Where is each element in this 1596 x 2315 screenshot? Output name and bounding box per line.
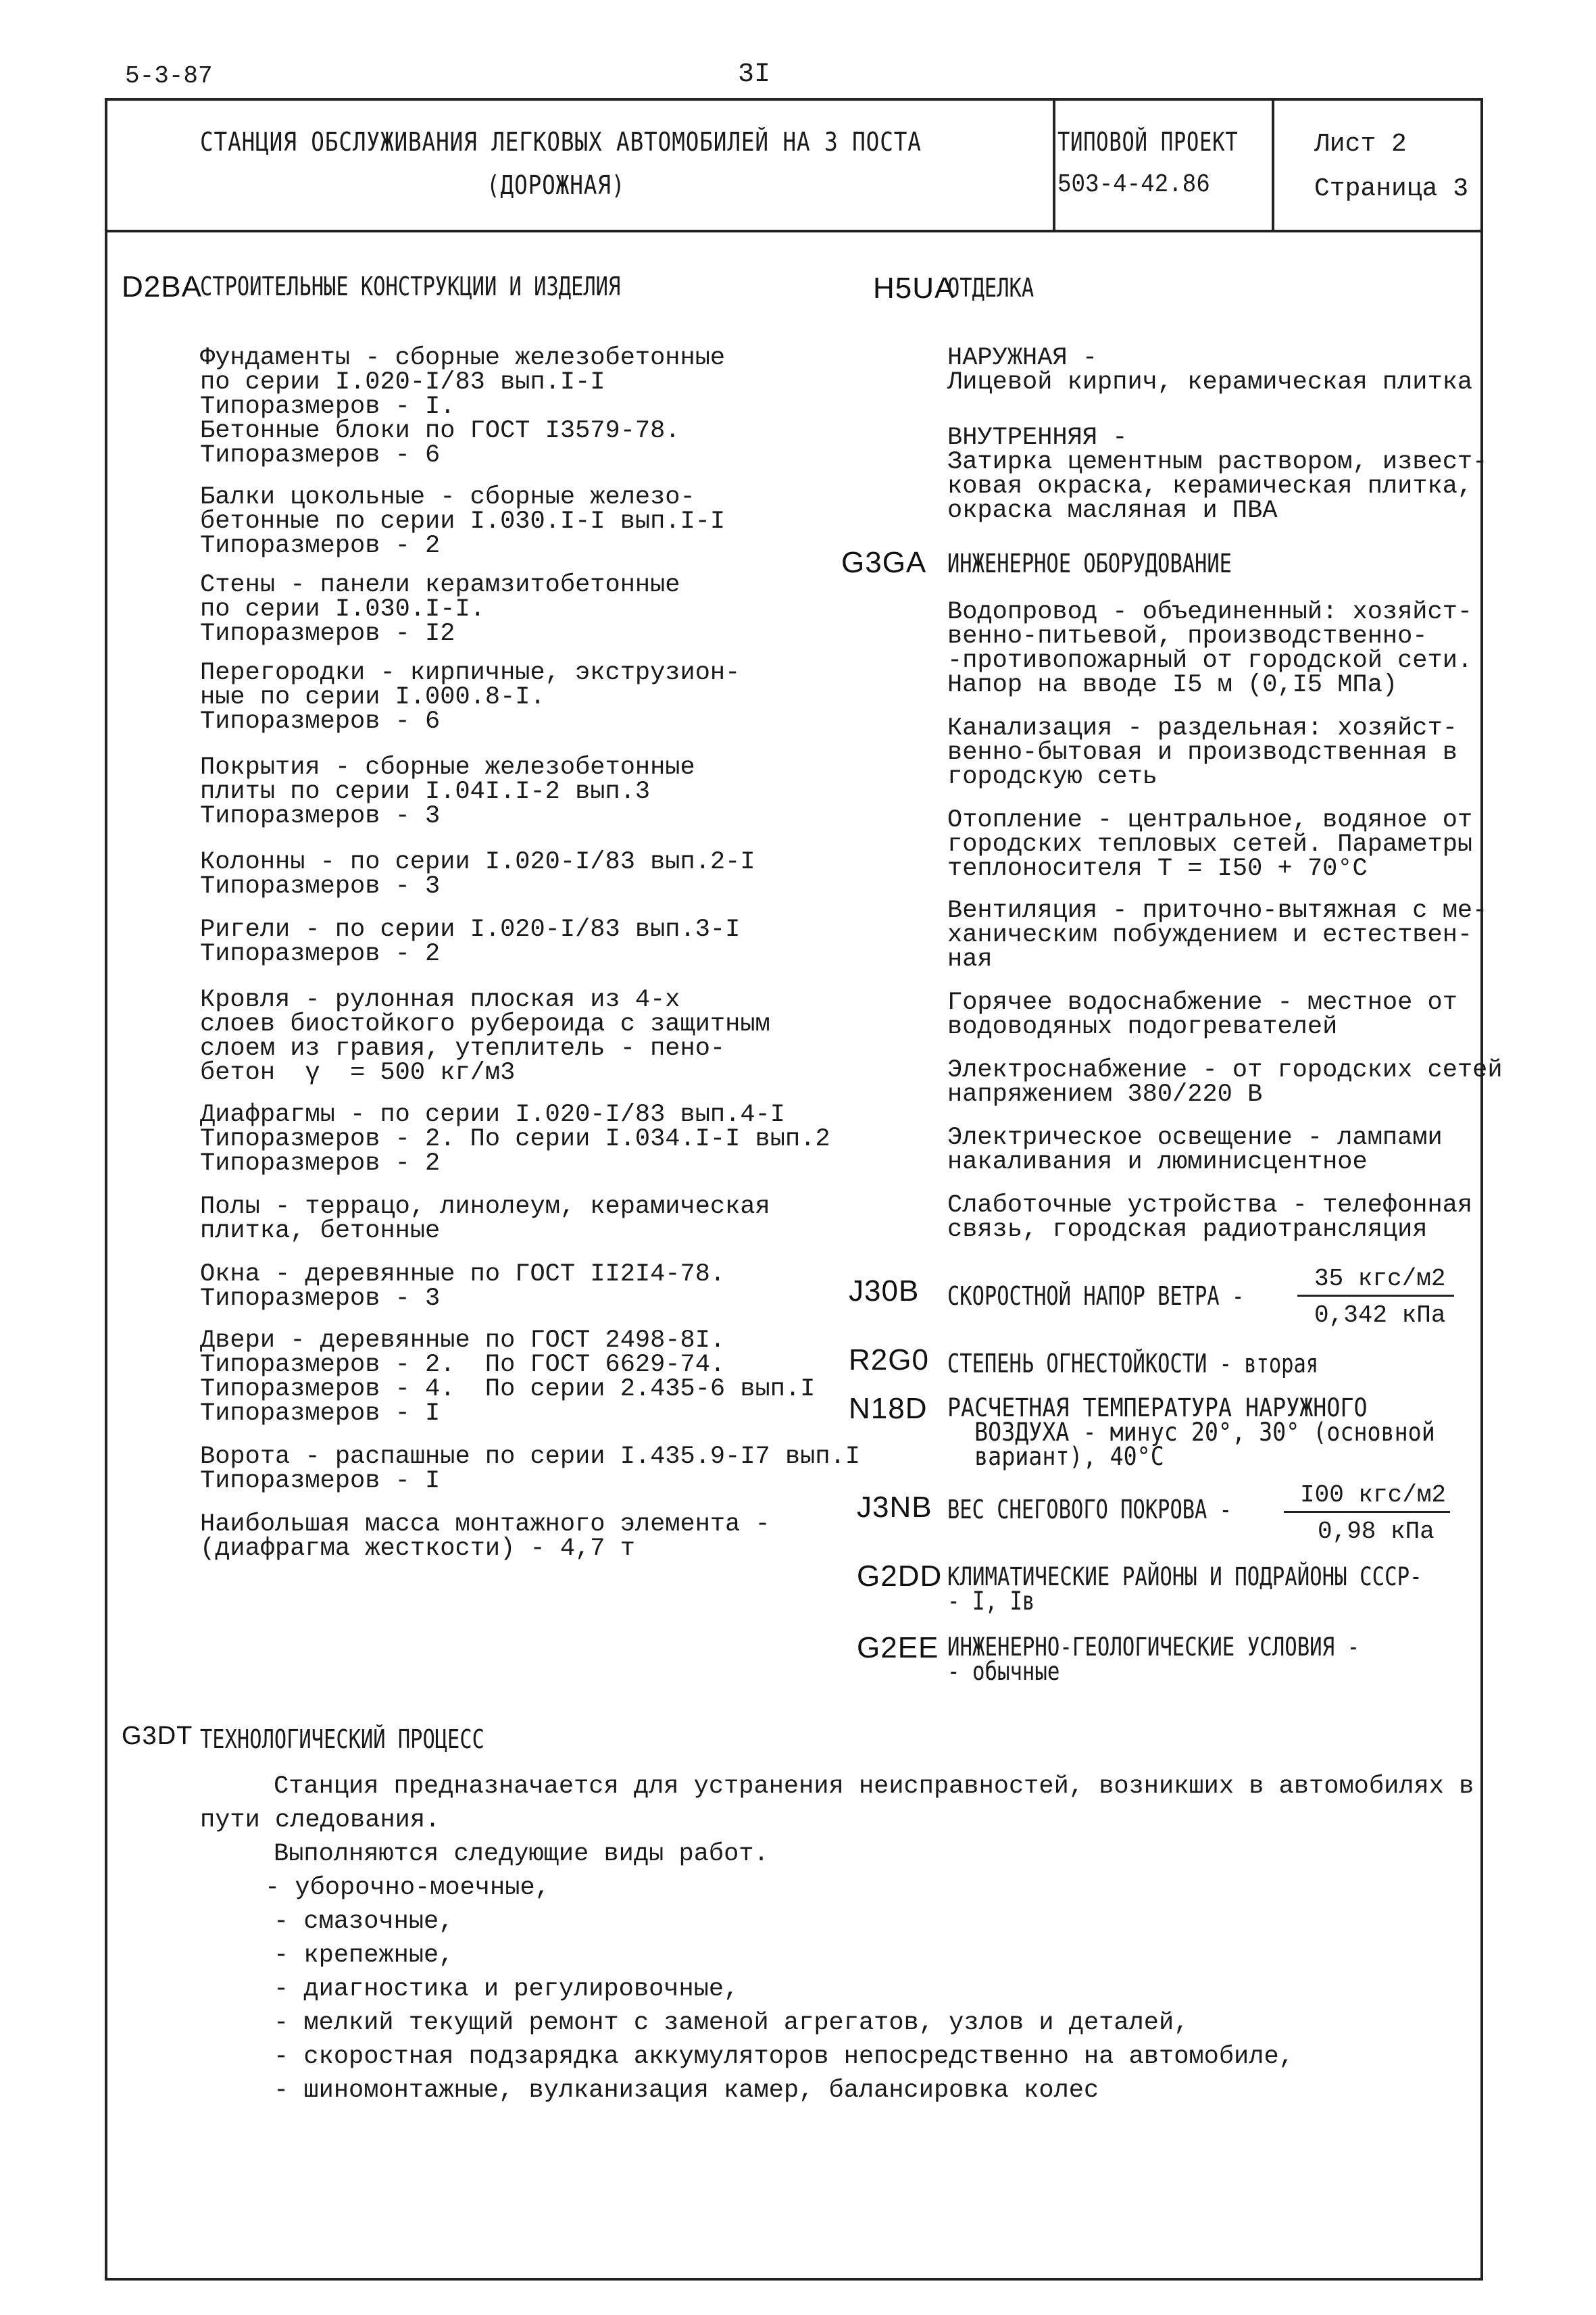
work-item: - мелкий текущий ремонт с заменой агрегатов, узлов и деталей,: [274, 2009, 1189, 2037]
engineering-item: Слаботочные устройства - телефонная связь, городская радиотрансляция: [947, 1191, 1473, 1244]
works-intro: Выполняются следующие виды работ.: [274, 1840, 769, 1868]
constructions-item: Перегородки - кирпичные, экструзион- ные по серии I.000.8-I. Типоразмеров - 6: [200, 659, 741, 736]
wind-pressure-value-kpa: 0,342 кПа: [1314, 1301, 1446, 1329]
header-divider: [105, 230, 1483, 232]
project-number: 503-4-42.86: [1057, 170, 1210, 199]
constructions-item: Балки цокольные - сборные железо- бетонные по серии I.030.I-I вып.I-I Типоразмеров - 2: [200, 483, 726, 560]
work-item: - диагностика и регулировочные,: [274, 1975, 739, 2003]
climate-regions: КЛИМАТИЧЕСКИЕ РАЙОНЫ И ПОДРАЙОНЫ СССР- - I, Iв: [947, 1562, 1422, 1616]
header-title-line1: СТАНЦИЯ ОБСЛУЖИВАНИЯ ЛЕГКОВЫХ АВТОМОБИЛЕЙ НА 3 ПОСТА: [200, 127, 922, 157]
fraction-line: [1284, 1511, 1450, 1513]
section-heading-finishing: ОТДЕЛКА: [947, 273, 1034, 303]
sheet-label: Лист 2: [1314, 130, 1407, 159]
section-code: J30B: [849, 1274, 920, 1308]
document-code: 5-3-87: [125, 62, 213, 90]
engineering-item: Водопровод - объединенный: хозяйст- венно-питьевой, производственно- -противопожарный от городской сети. Напор на вводе I5 м (0,I5 МПа): [947, 598, 1473, 699]
section-code: G3GA: [841, 546, 927, 579]
constructions-item: Покрытия - сборные железобетонные плиты по серии I.04I.I-2 вып.3 Типоразмеров - 3: [200, 753, 695, 830]
section-code: R2G0: [849, 1343, 929, 1376]
page-number: 3I: [738, 59, 771, 90]
constructions-item: Колонны - по серии I.020-I/83 вып.2-I Типоразмеров - 3: [200, 848, 755, 901]
work-item: - скоростная подзарядка аккумуляторов непосредственно на автомобиле,: [274, 2043, 1294, 2071]
section-heading-process: ТЕХНОЛОГИЧЕСКИЙ ПРОЦЕСС: [200, 1724, 484, 1754]
section-code: G2DD: [857, 1560, 943, 1593]
work-item: - уборочно-моечные,: [265, 1874, 550, 1902]
work-item: - шиномонтажные, вулканизация камер, балансировка колес: [274, 2076, 1099, 2105]
snow-load-value: I00 кгс/м2: [1300, 1481, 1447, 1509]
constructions-item: Полы - террацо, линолеум, керамическая плитка, бетонные: [200, 1193, 770, 1245]
engineering-item: Горячее водоснабжение - местное от водоводяных подогревателей: [947, 989, 1457, 1041]
section-code: D2BA: [122, 270, 202, 303]
section-code: N18D: [849, 1392, 928, 1425]
engineering-item: Отопление - центральное, водяное от городских тепловых сетей. Параметры теплоносителя Т = I50 + 70°С: [947, 806, 1473, 883]
section-code: G3DT: [122, 1722, 193, 1750]
finishing-item: НАРУЖНАЯ - Лицевой кирпич, керамическая плитка: [947, 344, 1473, 397]
constructions-item: Ригели - по серии I.020-I/83 вып.3-I Типоразмеров - 2: [200, 916, 741, 968]
geology-conditions: ИНЖЕНЕРНО-ГЕОЛОГИЧЕСКИЕ УСЛОВИЯ - - обычные: [947, 1633, 1360, 1686]
section-code: G2EE: [857, 1631, 939, 1664]
wind-pressure-label: СКОРОСТНОЙ НАПОР ВЕТРА -: [947, 1281, 1245, 1311]
header-title-line2: (ДОРОЖНАЯ): [487, 170, 626, 200]
header-divider-v1: [1053, 98, 1055, 231]
project-label: ТИПОВОЙ ПРОЕКТ: [1057, 127, 1239, 157]
process-intro-line1: Станция предназначается для устранения неисправностей, возникших в автомобилях в: [274, 1772, 1474, 1801]
work-item: - смазочные,: [274, 1908, 454, 1936]
constructions-item: Диафрагмы - по серии I.020-I/83 вып.4-I Типоразмеров - 2. По серии I.034.I-I вып.2 Типоразмеров - 2: [200, 1101, 830, 1178]
snow-load-label: ВЕС СНЕГОВОГО ПОКРОВА -: [947, 1495, 1232, 1524]
constructions-item: Кровля - рулонная плоская из 4-х слоев биостойкого рубероида с защитным слоем из гравия, утеплитель - пено- бетон γ = 500 кг/м3: [200, 986, 770, 1087]
wind-pressure-value: 35 кгс/м2: [1314, 1265, 1446, 1293]
page-label: Страница 3: [1314, 174, 1469, 203]
constructions-item: Наибольшая масса монтажного элемента - (диафрагма жесткости) - 4,7 т: [200, 1510, 770, 1563]
fire-resistance: СТЕПЕНЬ ОГНЕСТОЙКОСТИ - вторая: [947, 1349, 1319, 1378]
section-heading-constructions: СТРОИТЕЛЬНЫЕ КОНСТРУКЦИИ И ИЗДЕЛИЯ: [200, 272, 621, 301]
engineering-item: Канализация - раздельная: хозяйст- венно-бытовая и производственная в городскую сеть: [947, 714, 1457, 791]
section-heading-engineering: ИНЖЕНЕРНОЕ ОБОРУДОВАНИЕ: [947, 549, 1232, 578]
engineering-item: Электроснабжение - от городских сетей напряжением 380/220 В: [947, 1056, 1503, 1109]
constructions-item: Фундаменты - сборные железобетонные по серии I.020-I/83 вып.I-I Типоразмеров - I. Бетонные блоки по ГОСТ I3579-78. Типоразмеров - 6: [200, 344, 726, 470]
snow-load-value-kpa: 0,98 кПа: [1318, 1518, 1435, 1545]
work-item: - крепежные,: [274, 1941, 454, 1970]
finishing-item: ВНУТРЕННЯЯ - Затирка цементным раствором, извест- ковая окраска, керамическая плитка, окраска масляная и ПВА: [947, 424, 1488, 525]
section-code: H5UA: [873, 272, 955, 305]
section-code: J3NB: [857, 1491, 932, 1524]
engineering-item: Электрическое освещение - лампами накаливания и люминисцентное: [947, 1124, 1443, 1176]
design-temperature: РАСЧЕТНАЯ ТЕМПЕРАТУРА НАРУЖНОГО ВОЗДУХА - минус 20°, 30° (основной вариант), 40°С: [947, 1393, 1435, 1471]
fraction-line: [1297, 1295, 1454, 1297]
header-divider-v2: [1272, 98, 1274, 231]
constructions-item: Стены - панели керамзитобетонные по серии I.030.I-I. Типоразмеров - I2: [200, 571, 680, 648]
constructions-item: Ворота - распашные по серии I.435.9-I7 вып.I Типоразмеров - I: [200, 1443, 860, 1495]
constructions-item: Окна - деревянные по ГОСТ II2I4-78. Типоразмеров - 3: [200, 1260, 726, 1313]
engineering-item: Вентиляция - приточно-вытяжная с ме- ханическим побуждением и естествен- ная: [947, 897, 1488, 974]
constructions-item: Двери - деревянные по ГОСТ 2498-8I. Типоразмеров - 2. По ГОСТ 6629-74. Типоразмеров - 4. По серии 2.435-6 вып.I Типоразмеров - I: [200, 1326, 816, 1428]
process-intro-line2: пути следования.: [200, 1806, 441, 1835]
